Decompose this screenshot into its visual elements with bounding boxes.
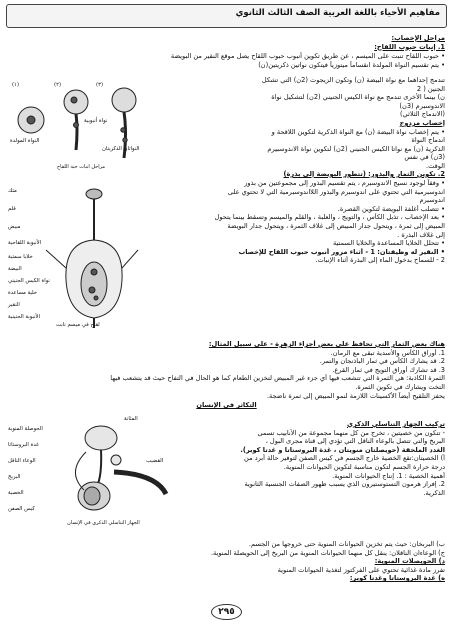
text-line: 2. إفراز هرمون التستوستيرون الذي يسبب ظهور الصفات الجنسية الثانوية — [244, 480, 445, 489]
figure-label: لقاح في ميسم نابت — [56, 322, 100, 328]
text-line: اندوسبرم — [419, 196, 445, 205]
figure-pollen-germination — [6, 80, 156, 172]
text-line: الغدد الملحقة (حويصلتان منويتان ، غدة البروستاتا و غدتا كوبر). — [240, 445, 445, 454]
text-line: ب) البربخان: حيث يتم تخزين الحيوانات المنوية حتى خروجها من الجسم. — [248, 540, 445, 548]
figure-label: الوعاء الناقل — [8, 458, 36, 464]
figure-label: المثانة — [124, 416, 138, 422]
figure-label: نواة الكيس الجنيني — [8, 278, 50, 284]
section-male-system-cont — [8, 540, 445, 583]
text-line: ه) غدة البروستاتا وغدتا كوبر: — [349, 574, 445, 583]
section-heading: مراحل الإخصاب: — [391, 34, 445, 42]
figure-label: خلايا سمتية — [8, 254, 33, 260]
section-fruits-seeds — [143, 179, 445, 265]
text-line: • يتم تقسيم النواة المولدة انقساماً ميتوزياً فيتكون نواتين ذكريتين(ن) — [258, 61, 445, 69]
text-line: الذكرية (ن) مع نواتا الكيس الجنيني (2ن) لتكوين نواة الاندوسبيرم (3ن) في نفس — [267, 144, 445, 162]
figure-label: البيضة — [8, 266, 22, 272]
text-line: 1. أوراق الكأس والأسدية تبقى مع الرمان. — [330, 348, 445, 357]
figure-label: النقير — [8, 302, 20, 308]
text-line: - تتكون من خصيتين ، تخرج من كل منهما مجموعة من الأنابيب تسمى — [257, 428, 445, 437]
text-line: • حبوب اللقاح تنبت على الميسم ، عن طريق تكوين أنبوب حبوب اللقاح يصل موقع النقير من البويضة — [170, 52, 445, 60]
header-title: مفاهيم الأحياء باللغة العربية الصف الثالث الثانوي — [235, 8, 440, 18]
text-line: • تتصلب أغلفة البويضة لتكوين القصرة. — [337, 204, 445, 213]
text-line: التخت ويشارك في تكوين الثمرة. — [355, 382, 445, 391]
figure-label: نواة أنبوبية — [84, 118, 108, 124]
figure-label: القضيب — [146, 458, 164, 464]
text-line: الثمرة الكاذبة: هي الثمرة التي تتشعب فيها أي جزء غير المبيض لتخزين الطعام كما هو الحال في التفاح حيث قد يتشعب فيها — [110, 374, 445, 383]
figure-male-reproductive-system — [6, 412, 201, 530]
figure-label: النواتان الذكريتان — [102, 146, 140, 152]
subheading-fruits-seeds: 2. تكوين الثمار والبذور: (تتطور البويضة إلى بذرة) — [283, 170, 445, 178]
text-line: أهمية الخصية : 1. إنتاج الحيوانات المنوية. — [332, 471, 445, 480]
section-fruits-seeds-title — [8, 170, 445, 179]
text-line: يحفز التلقيح أيضاً الأكسينات اللازمة لنمو المبيض إلى ثمرة ناضجة. — [266, 391, 445, 400]
text-line: أ) الخصيتان:تقع الخصية خارج الجسم في كيس الصفن لتوفير حالة أبرد من — [244, 454, 445, 463]
section-fertilization — [115, 34, 445, 51]
figure-label: غدة البروستاتا — [8, 442, 39, 448]
page-number — [0, 604, 453, 620]
subheading-examples: هناك بعض الثمار التي تحافظ على بعض أجزاء الزهرة - على سبيل المثال: — [208, 340, 445, 348]
figure-label: خلية مساعدة — [8, 290, 38, 296]
text-line: ن) بينما الأخرى تندمج مع نواة الكيس الجنيني (2ن) لتشكيل نواة الاندوسبرم (3ن) — [271, 93, 445, 110]
text-line: • وفقاً لوجود نسيج الاندوسبرم ، يتم تقسيم البذور إلى مجموعتين من بذور — [244, 179, 445, 187]
figure-label: (٣) — [96, 82, 104, 88]
figure-label: الخصية — [8, 490, 24, 496]
text-line: د) الحويصلات المنوية: — [374, 557, 445, 566]
figure-label: الأنبوبة الجنينية — [8, 314, 41, 320]
text-line: • بعد الإخصاب ، تذبل الكأس ، والتويج ، والعلبة ، والقلم والميسم وتسقط بينما يتحول — [214, 213, 445, 222]
section-title-human-reproduction: التكاثر في الإنسان — [196, 401, 257, 410]
text-line: إلى غلاف البذرة . — [397, 230, 445, 239]
figure-label: (٢) — [54, 82, 62, 88]
subheading-male-system: تركيب الجهاز التناسلي الذكري — [346, 420, 445, 428]
figure-label: قلم — [8, 206, 16, 212]
text-line: 2. قد يشارك الكأس في ثمار الباذنجان والتمر. — [319, 357, 445, 366]
text-line: درجة حرارة الجسم لتكون مناسبة لتكوين الحيوانات المنوية. — [283, 462, 445, 471]
text-line: 2 - للسماح بدخول الماء إلى البذرة أثناء الإنبات. — [315, 256, 445, 265]
text-line: الوقت. — [426, 161, 445, 170]
text-line: تندمج إحداهما مع نواة البيضة (ن) وتكون الزيجوت (2ن) التي تشكل الجنين ( 2 — [261, 76, 445, 93]
section-male-system — [207, 420, 445, 497]
text-line: • يتم إخصاب نواة البيضة (ن) مع النواة الذكرية لتكوين اللاقحة و اندماج النواة — [271, 127, 445, 145]
figure-flower-section — [6, 180, 146, 330]
figure-label: متك — [8, 188, 17, 194]
text-line: • تتحلل الخلايا المساعدة والخلايا السمتية — [332, 239, 445, 248]
figure-label: كيس الصفن — [8, 506, 35, 512]
text-line: (الاندماج الثلاثي) — [399, 110, 445, 119]
section-fertilization-body2 — [255, 76, 445, 171]
figure-label: مبيض — [8, 224, 21, 230]
page-number-label: ٢٩٥ — [211, 604, 241, 620]
text-line: ج) الوعاءان الناقلان: ينقل كل منهما الحيوانات المنوية من البربخ إلى الحويصلة المنوية. — [210, 548, 445, 557]
text-line: الذكرية. — [423, 488, 445, 497]
subheading-double-fertilization: إخصاب مزدوج — [399, 118, 445, 127]
text-line: • النقير له وظيفتان: 1 - أثناء مرور أنبوب حبوب اللقاح للإخصاب — [238, 247, 445, 256]
figure-label: البربخ — [8, 474, 21, 480]
section-fertilization-body — [8, 61, 445, 70]
text-line: المبيض إلى ثمرة ، ويتحول جدار المبيض إلى غلاف الثمرة ، ويتحول جدار البويضة — [227, 221, 445, 230]
figure-caption: الجهاز التناسلي الذكري في الإنسان — [67, 520, 140, 526]
figure-label: الحوصلة المنوية — [8, 426, 43, 432]
section-fertilization-body — [8, 52, 445, 61]
subheading-pollen: 1. إنبات حبوب اللقاح: — [374, 42, 445, 51]
figure-caption: مراحل انبات حبة اللقاح — [56, 164, 106, 170]
section-false-fruit — [8, 340, 445, 410]
text-line: تفرز مادة غذائية تحتوي على الفركتوز لتغذية الحيوانات المنوية — [277, 565, 445, 574]
figure-label: (١) — [12, 82, 20, 88]
text-line: 3. قد تشارك أوراق التويج في ثمار القرع. — [332, 365, 445, 374]
text-line: البربخ والتي تتصل بالوعاء الناقل التي تؤدي إلى قناة مجرى البول ، — [265, 437, 445, 446]
page-header — [6, 4, 447, 28]
figure-label: النواة المولدة — [10, 138, 40, 144]
text-line: اندوسبرمية التي تحتوي على اندوسبرم والبذور اللااندوسبرمية التي لا تحتوي على — [227, 187, 445, 196]
figure-label: الأنبوبة اللقاحية — [8, 240, 42, 246]
